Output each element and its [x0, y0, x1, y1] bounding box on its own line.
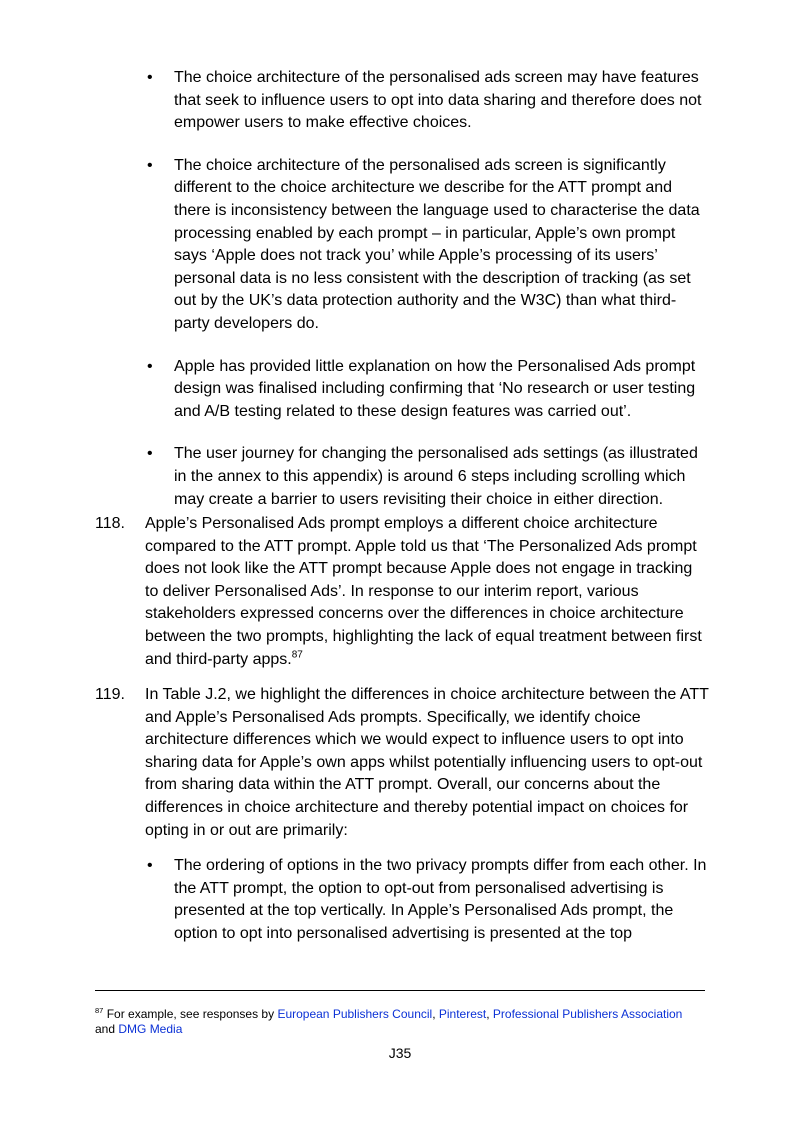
- bullet-item: [0, 67, 800, 135]
- footnote-prefix: For example, see responses by: [106, 1007, 278, 1021]
- bullet-item: [0, 356, 800, 424]
- link-pinterest[interactable]: Pinterest: [438, 1007, 487, 1021]
- paragraph-number: 118.: [95, 515, 125, 532]
- paragraph-number: 119.: [95, 686, 125, 703]
- footnote-marker: 87: [95, 1006, 104, 1015]
- paragraph-118: [0, 513, 800, 671]
- bullet-symbol: •: [147, 69, 153, 86]
- bullet-symbol: •: [147, 357, 153, 375]
- bullet-item: [0, 155, 800, 336]
- footnote-separator: ,: [486, 1007, 493, 1021]
- bullet-text: The user journey for changing the personalised ads settings (as illustrated in the annex to this appendix) is around 6 steps including scrolling which may create a barrier to users revisiting their choice in either direction.: [174, 445, 698, 508]
- bullet-text: The choice architecture of the personalised ads screen may have features that seek to influence users to opt into data sharing and therefore does not empower users to make effective choices.: [174, 69, 702, 132]
- bullet-text: The ordering of options in the two privacy prompts differ from each other. In the ATT prompt, the option to opt-out from personalised advertising is presented at the top vertically. In Apple’s Personalised Ads prompt, the option to opt into personalised advertising is presented at the top: [174, 857, 707, 942]
- footnote-and: and: [95, 1021, 119, 1036]
- bullet-item: [0, 443, 800, 511]
- footnote-reference[interactable]: 87: [291, 649, 303, 661]
- link-professional-publishers-association[interactable]: Professional Publishers Association: [492, 1007, 683, 1021]
- paragraph-text: In Table J.2, we highlight the differences in choice architecture between the ATT and Apple’s Personalised Ads prompts. Specifically, we identify choice architecture differences which we would expect to influence users to opt into sharing data for Apple’s own apps whilst potentially influencing users to opt-out from sharing data within the ATT prompt. Overall, our concerns about the differences in choice architecture and thereby potential impact on choices for opting in or out are primarily:: [145, 686, 709, 839]
- page-number: J35: [388, 1045, 412, 1061]
- bullet-item: [0, 855, 800, 945]
- bullet-text: Apple has provided little explanation on how the Personalised Ads prompt design was finalised including confirming that ‘No research or user testing and A/B testing related to these design features was carried out’.: [174, 357, 696, 420]
- bullet-text: The choice architecture of the personalised ads screen is significantly different to the choice architecture we describe for the ATT prompt and there is inconsistency between the language used to characterise the data processing enabled by each prompt – in particular, Apple’s own prompt says ‘Apple does not track you’ while Apple’s processing of its users’ personal data is no less consistent with the description of tracking (as set out by the UK’s data protection authority and the W3C) than what third-party developers do.: [174, 156, 700, 332]
- footnote-separator: ,: [432, 1007, 439, 1021]
- paragraph-119: [0, 684, 800, 842]
- footnote-divider: [95, 990, 705, 991]
- link-european-publishers-council[interactable]: European Publishers Council: [277, 1007, 433, 1021]
- bullet-symbol: •: [147, 857, 153, 874]
- bullet-list-top: [0, 67, 800, 531]
- footnote-87: [95, 1007, 710, 1036]
- paragraph-text: [145, 513, 710, 671]
- paragraph-body: Apple’s Personalised Ads prompt employs a different choice architecture compared to the ATT prompt. Apple told us that ‘The Personalized Ads prompt does not look like the ATT prompt because Apple does not engage in tracking to deliver Personalised Ads’. In response to our interim report, various stakeholders expressed concerns over the differences in choice architecture between the two prompts, highlighting the lack of equal treatment between first and third-party apps.: [145, 515, 702, 668]
- link-dmg-media[interactable]: DMG Media: [118, 1021, 183, 1036]
- bullet-symbol: •: [147, 156, 153, 174]
- bullet-list-bottom: [0, 855, 800, 965]
- bullet-symbol: •: [147, 445, 153, 463]
